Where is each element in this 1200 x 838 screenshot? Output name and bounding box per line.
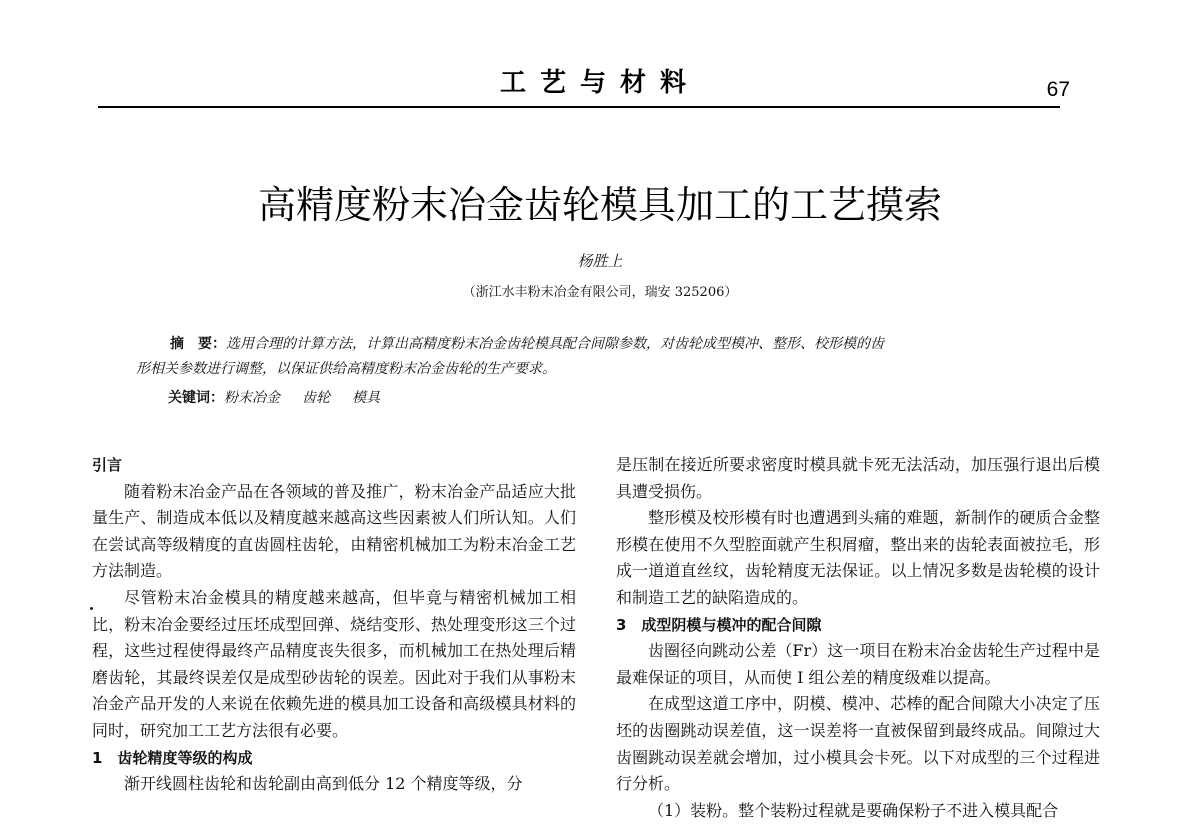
right-column [616, 452, 1100, 824]
header-rule [98, 106, 1060, 108]
abstract-label: 摘 要： [170, 336, 226, 352]
keyword-item: 粉末冶金 [224, 390, 280, 406]
paragraph: 在成型这道工序中，阴模、模冲、芯棒的配合间隙大小决定了压坯的齿圈跳动误差值，这一误差将一直被保留到最终成品。间隙过大齿圈跳动误差就会增加，过小模具会卡死。以下对成型的三个过程进行分析。 [616, 694, 1100, 794]
abstract-line-1 [136, 332, 1066, 357]
intro-heading: 引言 [92, 456, 123, 474]
abstract [136, 332, 1066, 382]
abstract-text-2: 形相关参数进行调整，以保证供给高精度粉末冶金齿轮的生产要求。 [136, 361, 556, 377]
article-affiliation: （浙江水丰粉末冶金有限公司，瑞安 325206） [462, 285, 738, 300]
section-heading: 1 齿轮精度等级的构成 [92, 748, 253, 767]
keyword-item: 齿轮 [302, 390, 330, 406]
abstract-line-2 [136, 357, 1066, 382]
paragraph: 齿圈径向跳动公差（Fr）这一项目在粉末冶金齿轮生产过程中是最难保证的项目，从而使 I 组公差的精度级难以提高。 [616, 641, 1100, 687]
keyword-item: 模具 [352, 390, 380, 406]
keywords-label: 关键词： [168, 390, 224, 406]
paragraph: 随着粉末冶金产品在各领域的普及推广，粉末冶金产品适应大批量生产、制造成本低以及精度越来越高这些因素被人们所认知。人们在尝试高等级精度的直齿圆柱齿轮，由精密机械加工为粉末冶金工艺方法制造。 [92, 481, 576, 581]
section-heading: 3 成型阴模与模冲的配合间隙 [616, 615, 822, 634]
page-number: 67 [1046, 78, 1070, 101]
left-column [92, 452, 576, 798]
abstract-text-1: 选用合理的计算方法，计算出高精度粉末冶金齿轮模具配合间隙参数，对齿轮成型模冲、整形、校形模的齿 [226, 336, 884, 352]
paragraph: 渐开线圆柱齿轮和齿轮副由高到低分 12 个精度等级，分 [124, 774, 523, 794]
running-head: 工艺与材料 [499, 68, 700, 98]
paragraph: 是压制在接近所要求密度时模具就卡死无法活动，加压强行退出后模具遭受损伤。 [616, 455, 1100, 501]
paragraph: 整形模及校形模有时也遭遇到头痛的难题，新制作的硬质合金整形模在使用不久型腔面就产生积屑瘤，整出来的齿轮表面被拉毛，形成一道道直丝纹，齿轮精度无法保证。以上情况多数是齿轮模的设计和制造工艺的缺陷造成的。 [616, 508, 1100, 607]
keywords [168, 387, 380, 409]
article-title: 高精度粉末冶金齿轮模具加工的工艺摸索 [257, 183, 942, 227]
paragraph: （1）装粉。整个装粉过程就是要确保粉子不进入模具配合 [648, 800, 1059, 820]
article-author: 杨胜上 [577, 252, 623, 270]
paragraph: 尽管粉末冶金模具的精度越来越高，但毕竟与精密机械加工相比，粉末冶金要经过压坯成型回弹、烧结变形、热处理变形这三个过程，这些过程使得最终产品精度丧失很多，而机械加工在热处理后精磨齿轮，其最终误差仅是成型砂齿轮的误差。因此对于我们从事粉末冶金产品开发的人来说在依赖先进的模具加工设备和高级模具材料的同时，研究加工工艺方法很有必要。 [92, 587, 576, 740]
